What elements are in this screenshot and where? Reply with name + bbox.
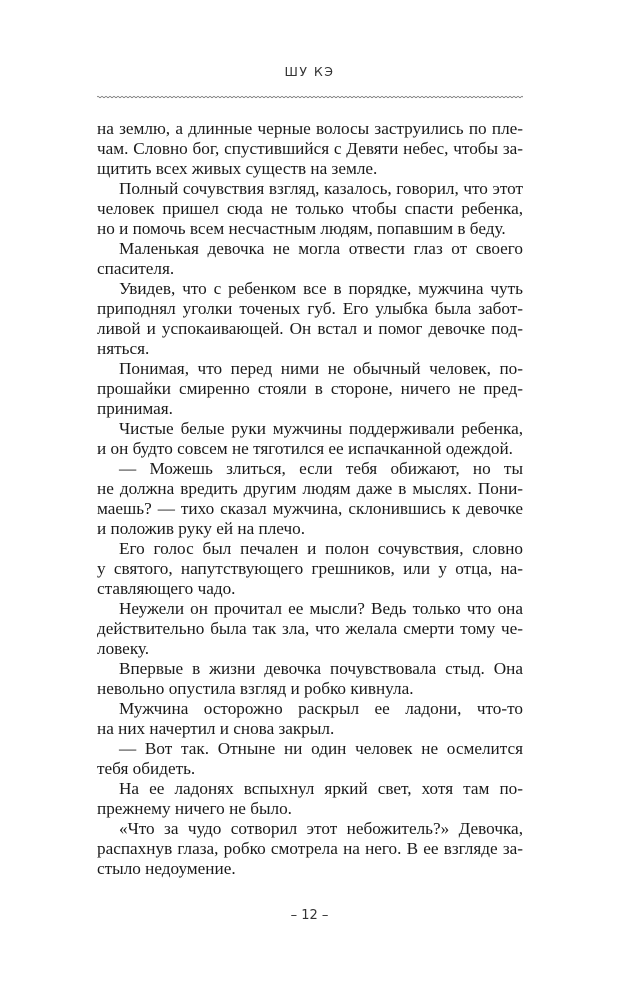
text-line: Чистые белые руки мужчины поддерживали ребенка, bbox=[119, 419, 523, 438]
text-line: не должна вредить другим людям даже в мыслях. Пони- bbox=[97, 479, 523, 498]
text-line: прежнему ничего не было. bbox=[97, 799, 292, 818]
text-line: но и помочь всем несчастным людям, попавшим в беду. bbox=[97, 219, 506, 238]
text-line: няться. bbox=[97, 339, 150, 358]
text-line: приподнял уголки точеных губ. Его улыбка была забот- bbox=[97, 299, 523, 318]
text-line: и он будто совсем не тяготился ее испачканной одеждой. bbox=[97, 439, 513, 458]
text-line: — Можешь злиться, если тебя обижают, но ты bbox=[119, 459, 523, 478]
text-line: — Вот так. Отныне ни один человек не осмелится bbox=[119, 739, 523, 758]
text-line: спасителя. bbox=[97, 259, 175, 278]
text-line: на землю, а длинные черные волосы заструились по пле- bbox=[97, 119, 523, 138]
text-line: прошайки смиренно стояли в стороне, ничего не пред- bbox=[97, 379, 523, 398]
page-number: – 12 – bbox=[290, 908, 329, 923]
text-line: действительно была так зла, что желала смерти тому че- bbox=[97, 619, 523, 638]
text-line: тебя обидеть. bbox=[97, 759, 196, 778]
text-line: Мужчина осторожно раскрыл ее ладони, что-то bbox=[119, 699, 523, 718]
text-line: распахнув глаза, робко смотрела на него. В ее взгляде за- bbox=[97, 839, 523, 858]
text-line: принимая. bbox=[97, 399, 173, 418]
text-line: чам. Словно бог, спустившийся с Девяти небес, чтобы за- bbox=[97, 139, 523, 158]
text-line: щитить всех живых существ на земле. bbox=[97, 159, 378, 178]
running-header: ШУ КЭ bbox=[284, 64, 335, 79]
text-line: стыло недоумение. bbox=[97, 859, 236, 878]
text-line: Неужели он прочитал ее мысли? Ведь только что она bbox=[119, 599, 523, 618]
text-line: Полный сочувствия взгляд, казалось, говорил, что этот bbox=[119, 179, 523, 198]
wavy-divider bbox=[97, 93, 523, 101]
text-line: Понимая, что перед ними не обычный человек, по- bbox=[119, 359, 523, 378]
text-line: Маленькая девочка не могла отвести глаз от своего bbox=[119, 239, 523, 258]
text-line: ливой и успокаивающей. Он встал и помог девочке под- bbox=[97, 319, 523, 338]
text-line: ставляющего чадо. bbox=[97, 579, 236, 598]
text-line: ловеку. bbox=[97, 639, 150, 658]
text-line: Увидев, что с ребенком все в порядке, мужчина чуть bbox=[119, 279, 523, 298]
text-line: Его голос был печален и полон сочувствия, словно bbox=[119, 539, 523, 558]
text-line: у святого, напутствующего грешников, или у отца, на- bbox=[97, 559, 523, 578]
text-line: Впервые в жизни девочка почувствовала стыд. Она bbox=[119, 659, 523, 678]
body-text bbox=[97, 119, 523, 879]
text-line: «Что за чудо сотворил этот небожитель?» Девочка, bbox=[119, 819, 523, 838]
text-line: на них начертил и снова закрыл. bbox=[97, 719, 335, 738]
text-line: невольно опустила взгляд и робко кивнула. bbox=[97, 679, 414, 698]
text-line: маешь? — тихо сказал мужчина, склонившись к девочке bbox=[97, 499, 523, 518]
text-line: и положив руку ей на плечо. bbox=[97, 519, 306, 538]
text-line: человек пришел сюда не только чтобы спасти ребенка, bbox=[97, 199, 523, 218]
text-line: На ее ладонях вспыхнул яркий свет, хотя там по- bbox=[119, 779, 523, 798]
